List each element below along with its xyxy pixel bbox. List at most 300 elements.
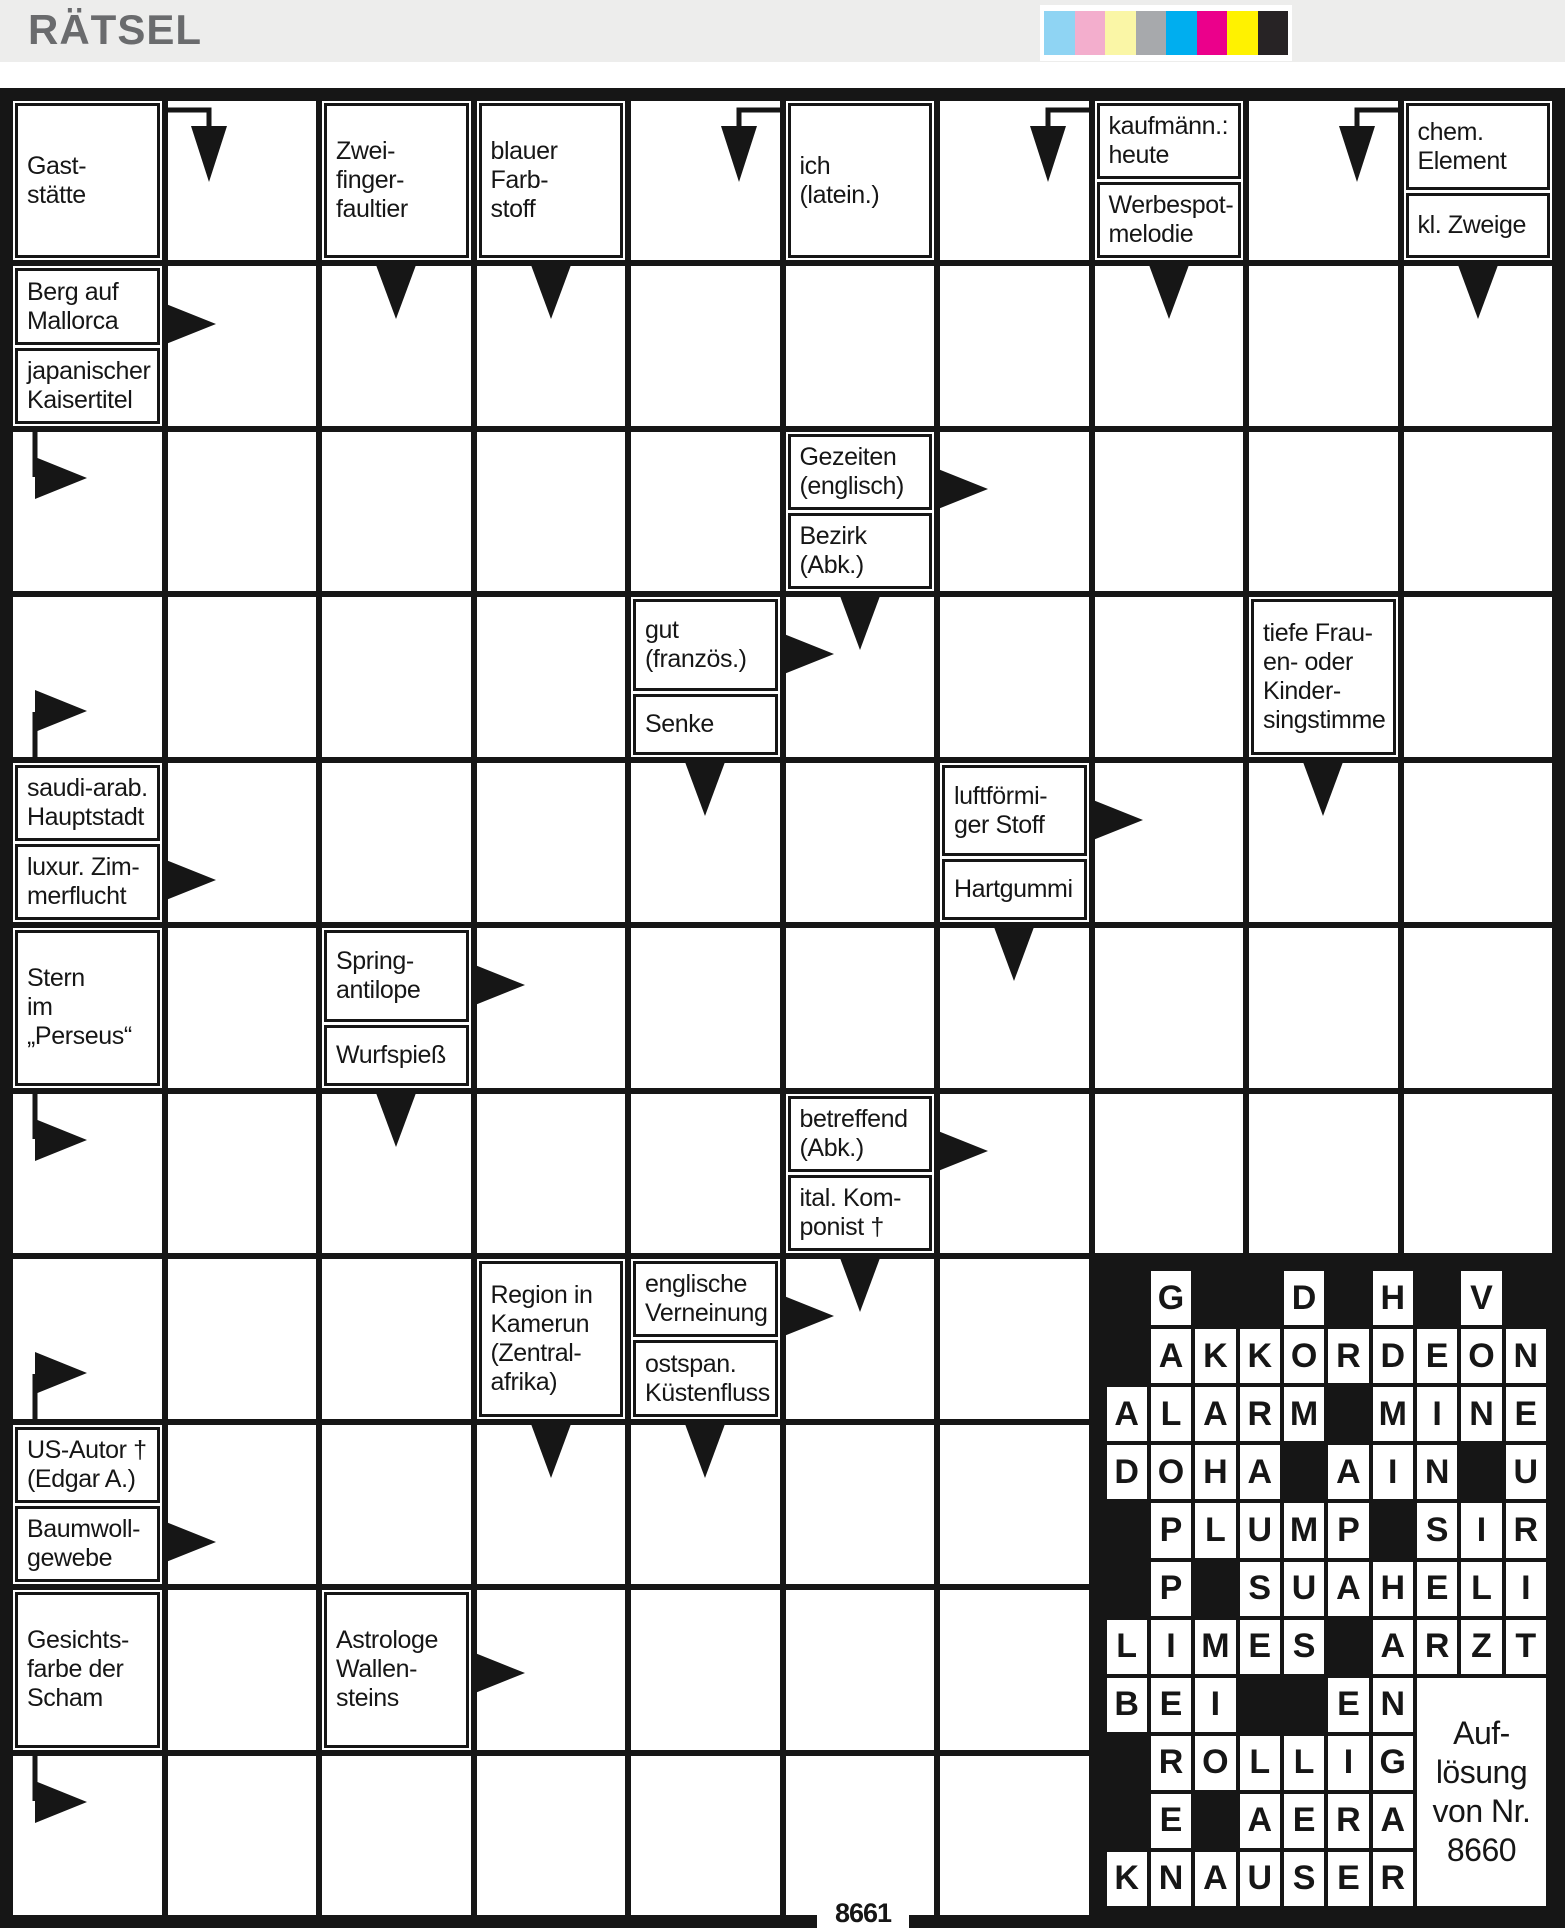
clue-cell-r0-c3 [474, 98, 629, 263]
clue-cell-r4-c0 [10, 760, 165, 925]
clue-text [633, 599, 778, 691]
clue-text [1406, 193, 1551, 258]
solution-letter-tile: H [1195, 1445, 1235, 1499]
clue-text [15, 348, 160, 424]
answer-cell-r6-c8[interactable] [1246, 1091, 1401, 1256]
arrow-right-flag-icon [21, 1755, 93, 1833]
clue-cell-r5-c2 [319, 925, 474, 1090]
clue-cell-r0-c9 [1401, 98, 1556, 263]
answer-cell-r10-c5[interactable] [783, 1753, 938, 1918]
puzzle-number: 8661 [817, 1898, 909, 1928]
answer-cell-r3-c0[interactable] [10, 594, 165, 759]
solution-black-tile [1506, 1271, 1546, 1325]
answer-cell-r5-c8[interactable] [1246, 925, 1401, 1090]
answer-cell-r6-c2[interactable] [319, 1091, 474, 1256]
clue-text [1097, 103, 1242, 179]
arrow-down-icon [838, 596, 882, 652]
clue-line: Astrologe [336, 1626, 439, 1655]
solution-letter-tile: P [1328, 1503, 1368, 1557]
clue-box [788, 1096, 933, 1251]
answer-cell-r10-c2[interactable] [319, 1753, 474, 1918]
clue-cell-r2-c5 [783, 429, 938, 594]
solution-black-tile [1107, 1562, 1147, 1616]
clue-line: blauer [490, 137, 558, 166]
answer-cell-r9-c3[interactable] [474, 1587, 629, 1752]
solution-black-tile [1107, 1329, 1147, 1383]
answer-cell-r8-c5[interactable] [783, 1422, 938, 1587]
solution-letter-tile: H [1373, 1271, 1413, 1325]
answer-cell-r6-c3[interactable] [474, 1091, 629, 1256]
clue-line: Wallen- [336, 1655, 418, 1684]
clue-box [324, 930, 469, 1085]
solution-letter-tile: U [1240, 1852, 1280, 1906]
answer-cell-r8-c3[interactable] [474, 1422, 629, 1587]
clue-box [788, 434, 933, 589]
answer-cell-r6-c1[interactable] [165, 1091, 320, 1256]
clue-line: antilope [336, 976, 421, 1005]
color-swatch-1 [1075, 11, 1106, 55]
arrow-down-icon [529, 265, 573, 321]
color-swatches [1044, 11, 1288, 55]
clue-line: chem. [1417, 117, 1484, 146]
clue-line: ich [799, 151, 831, 180]
clue-box [15, 1427, 160, 1582]
answer-cell-r9-c1[interactable] [165, 1587, 320, 1752]
answer-cell-r5-c6[interactable] [937, 925, 1092, 1090]
clue-line: Zwei- [336, 137, 396, 166]
clue-line: Berg auf [27, 277, 119, 306]
solution-letter-tile: O [1195, 1736, 1235, 1790]
answer-cell-r10-c1[interactable] [165, 1753, 320, 1918]
answer-cell-r5-c1[interactable] [165, 925, 320, 1090]
clue-box [1251, 599, 1396, 754]
answer-cell-r1-c8[interactable] [1246, 263, 1401, 428]
answer-cell-r2-c2[interactable] [319, 429, 474, 594]
answer-cell-r2-c8[interactable] [1246, 429, 1401, 594]
answer-cell-r8-c4[interactable] [628, 1422, 783, 1587]
solution-letter-tile: E [1240, 1620, 1280, 1674]
solution-letter-tile: S [1240, 1562, 1280, 1616]
answer-cell-r1-c6[interactable] [937, 263, 1092, 428]
clue-line: gewebe [27, 1543, 113, 1572]
clue-cell-r5-c0 [10, 925, 165, 1090]
answer-cell-r4-c4[interactable] [628, 760, 783, 925]
solution-letter-tile: O [1461, 1329, 1501, 1383]
clue-line: (Abk.) [799, 551, 864, 580]
clue-cell-r6-c5 [783, 1091, 938, 1256]
arrow-right-flag-icon [21, 680, 93, 758]
color-swatch-5 [1197, 11, 1228, 55]
clue-text [15, 268, 160, 344]
answer-cell-r2-c4[interactable] [628, 429, 783, 594]
answer-cell-r4-c7[interactable] [1092, 760, 1247, 925]
arrow-down-icon [992, 927, 1036, 983]
clue-line: ponist † [799, 1213, 884, 1242]
solution-letter-tile: L [1107, 1620, 1147, 1674]
clue-box [15, 268, 160, 423]
solution-letter-tile: V [1461, 1271, 1501, 1325]
solution-letter-tile: N [1506, 1329, 1546, 1383]
solution-letter-tile: A [1373, 1620, 1413, 1674]
arrow-right-icon [166, 1520, 218, 1564]
arrow-right-icon [475, 1651, 527, 1695]
solution-black-tile [1417, 1271, 1457, 1325]
arrow-right-icon [938, 1129, 990, 1173]
solution-letter-tile: I [1417, 1387, 1457, 1441]
answer-cell-r5-c4[interactable] [628, 925, 783, 1090]
solution-letter-tile: R [1417, 1620, 1457, 1674]
solution-letter-tile: E [1284, 1794, 1324, 1848]
clue-line: kl. Zweige [1417, 211, 1527, 240]
clue-text [1251, 599, 1396, 754]
solution-letter-tile: I [1461, 1503, 1501, 1557]
page-title: RÄTSEL [28, 6, 202, 53]
answer-cell-r6-c6[interactable] [937, 1091, 1092, 1256]
arrow-down-icon [838, 1258, 882, 1314]
arrow-down-icon [529, 1424, 573, 1480]
arrow-down-icon [1147, 265, 1191, 321]
clue-text [1097, 182, 1242, 258]
clue-cell-r9-c0 [10, 1587, 165, 1752]
solution-letter-tile: P [1151, 1503, 1191, 1557]
clue-line: afrika) [490, 1367, 558, 1396]
solution-letter-tile: I [1328, 1736, 1368, 1790]
solution-letter-tile: R [1328, 1794, 1368, 1848]
answer-cell-r4-c1[interactable] [165, 760, 320, 925]
crossword-grid [0, 88, 1565, 1928]
clue-line: steins [336, 1684, 399, 1713]
clue-line: saudi-arab. [27, 773, 148, 802]
answer-cell-r7-c0[interactable] [10, 1256, 165, 1421]
answer-cell-r9-c4[interactable] [628, 1587, 783, 1752]
clue-line: Baumwoll- [27, 1514, 141, 1543]
solution-black-tile [1107, 1736, 1147, 1790]
answer-cell-r0-c4[interactable] [628, 98, 783, 263]
solution-letter-tile: N [1417, 1445, 1457, 1499]
solution-letter-tile: A [1240, 1445, 1280, 1499]
solution-letter-tile: K [1195, 1329, 1235, 1383]
solution-letter-tile: S [1284, 1852, 1324, 1906]
clue-cell-r7-c3 [474, 1256, 629, 1421]
answer-cell-r8-c2[interactable] [319, 1422, 474, 1587]
clue-text [15, 844, 160, 920]
solution-black-tile [1328, 1620, 1368, 1674]
answer-cell-r10-c6[interactable] [937, 1753, 1092, 1918]
answer-cell-r5-c9[interactable] [1401, 925, 1556, 1090]
answer-cell-r4-c2[interactable] [319, 760, 474, 925]
clue-line: Gast- [27, 151, 87, 180]
clue-line: Wurfspieß [336, 1040, 446, 1069]
solution-letter-tile: A [1328, 1445, 1368, 1499]
solution-black-tile [1284, 1678, 1324, 1732]
solution-letter-tile: A [1151, 1329, 1191, 1383]
solution-letter-tile: E [1328, 1678, 1368, 1732]
clue-line: finger- [336, 166, 405, 195]
solution-letter-tile: M [1284, 1387, 1324, 1441]
arrow-down-bent-icon [701, 100, 781, 186]
solution-letter-tile: M [1373, 1387, 1413, 1441]
clue-line: Senke [645, 709, 714, 738]
answer-cell-r7-c1[interactable] [165, 1256, 320, 1421]
answer-cell-r6-c4[interactable] [628, 1091, 783, 1256]
solution-letter-tile: T [1506, 1620, 1546, 1674]
clue-text [15, 103, 160, 258]
clue-text [324, 1592, 469, 1747]
clue-line: luftförmi- [954, 781, 1048, 810]
answer-cell-r10-c3[interactable] [474, 1753, 629, 1918]
clue-line: Spring- [336, 947, 414, 976]
solution-letter-tile: S [1417, 1503, 1457, 1557]
solution-letter-tile: E [1506, 1387, 1546, 1441]
clue-line: Stern [27, 964, 85, 993]
solution-black-tile [1284, 1445, 1324, 1499]
clue-box [633, 599, 778, 754]
answer-cell-r4-c5[interactable] [783, 760, 938, 925]
clue-line: Küstenfluss [645, 1378, 770, 1407]
answer-cell-r9-c5[interactable] [783, 1587, 938, 1752]
clue-box [15, 930, 160, 1085]
clue-text [633, 1340, 778, 1416]
solution-letter-tile: A [1373, 1794, 1413, 1848]
arrow-down-bent-icon [167, 100, 247, 186]
color-swatch-7 [1258, 11, 1289, 55]
clue-line: merflucht [27, 882, 127, 911]
solution-letter-tile: D [1107, 1445, 1147, 1499]
clue-line: (latein.) [799, 180, 880, 209]
clue-line: Werbespot- [1108, 191, 1234, 220]
solution-black-tile [1107, 1271, 1147, 1325]
crossword-cells [10, 98, 1555, 1918]
solution-letter-tile: L [1195, 1503, 1235, 1557]
solution-grid [1092, 1256, 1556, 1918]
arrow-right-icon [475, 963, 527, 1007]
clue-line: (Zentral- [490, 1338, 582, 1367]
clue-line: Kamerun [490, 1309, 590, 1338]
clue-box [479, 1261, 624, 1416]
solution-letter-tile: D [1373, 1329, 1413, 1383]
solution-letter-tile: Z [1461, 1620, 1501, 1674]
arrow-right-flag-icon [21, 1342, 93, 1420]
answer-cell-r7-c6[interactable] [937, 1256, 1092, 1421]
clue-box [15, 765, 160, 920]
solution-black-tile [1373, 1503, 1413, 1557]
clue-cell-r3-c4 [628, 594, 783, 759]
solution-note-line: lösung [1435, 1753, 1528, 1790]
arrow-down-icon [374, 1093, 418, 1149]
arrow-down-icon [1301, 762, 1345, 818]
clue-text [15, 765, 160, 841]
clue-text [788, 1175, 933, 1251]
solution-note-line: von Nr. [1432, 1792, 1531, 1829]
clue-cell-r3-c8 [1246, 594, 1401, 759]
answer-cell-r3-c7[interactable] [1092, 594, 1247, 759]
solution-letter-tile: R [1151, 1736, 1191, 1790]
solution-letter-tile: G [1373, 1736, 1413, 1790]
solution-letter-tile: H [1373, 1562, 1413, 1616]
solution-letter-tile: O [1151, 1445, 1191, 1499]
answer-cell-r10-c0[interactable] [10, 1753, 165, 1918]
answer-cell-r3-c2[interactable] [319, 594, 474, 759]
arrow-down-icon [683, 762, 727, 818]
answer-cell-r7-c2[interactable] [319, 1256, 474, 1421]
answer-cell-r2-c9[interactable] [1401, 429, 1556, 594]
solution-letter-tile: E [1328, 1852, 1368, 1906]
clue-line: ostspan. [645, 1349, 737, 1378]
solution-letter-tile: E [1151, 1794, 1191, 1848]
answer-cell-r3-c3[interactable] [474, 594, 629, 759]
answer-cell-r3-c5[interactable] [783, 594, 938, 759]
clue-text [788, 103, 933, 258]
clue-text [788, 513, 933, 589]
solution-letter-tile: E [1151, 1678, 1191, 1732]
clue-line: Mallorca [27, 306, 119, 335]
solution-letter-tile: L [1151, 1387, 1191, 1441]
arrow-right-flag-icon [21, 431, 93, 509]
answer-cell-r1-c2[interactable] [319, 263, 474, 428]
clue-cell-r7-c4 [628, 1256, 783, 1421]
color-swatch-0 [1044, 11, 1075, 55]
solution-black-tile [1240, 1271, 1280, 1325]
solution-black-tile [1195, 1562, 1235, 1616]
answer-cell-r9-c6[interactable] [937, 1587, 1092, 1752]
solution-letter-tile: E [1417, 1329, 1457, 1383]
answer-cell-r5-c5[interactable] [783, 925, 938, 1090]
clue-line: Element [1417, 146, 1507, 175]
answer-cell-r2-c0[interactable] [10, 429, 165, 594]
answer-cell-r1-c7[interactable] [1092, 263, 1247, 428]
answer-cell-r4-c3[interactable] [474, 760, 629, 925]
clue-box [942, 765, 1087, 920]
clue-line: US-Autor † [27, 1435, 147, 1464]
clue-line: en- oder [1263, 648, 1353, 677]
clue-line: Bezirk [799, 522, 867, 551]
solution-letter-tile: A [1195, 1387, 1235, 1441]
answer-cell-r8-c1[interactable] [165, 1422, 320, 1587]
solution-letter-tile: M [1284, 1503, 1324, 1557]
clue-box [1406, 103, 1551, 258]
solution-letter-tile: O [1284, 1329, 1324, 1383]
answer-cell-r2-c7[interactable] [1092, 429, 1247, 594]
answer-cell-r2-c3[interactable] [474, 429, 629, 594]
arrow-right-icon [784, 1294, 836, 1338]
clue-line: farbe der [27, 1655, 124, 1684]
answer-cell-r1-c5[interactable] [783, 263, 938, 428]
solution-letter-tile: M [1195, 1620, 1235, 1674]
answer-cell-r1-c4[interactable] [628, 263, 783, 428]
solution-letter-tile: U [1240, 1503, 1280, 1557]
solution-note-line: 8660 [1446, 1831, 1517, 1868]
solution-letter-tile: D [1284, 1271, 1324, 1325]
solution-letter-tile: L [1461, 1562, 1501, 1616]
clue-text [479, 1261, 624, 1416]
answer-cell-r1-c9[interactable] [1401, 263, 1556, 428]
solution-black-tile [1328, 1271, 1368, 1325]
color-swatch-3 [1136, 11, 1167, 55]
clue-line: Kinder- [1263, 677, 1341, 706]
clue-text [324, 930, 469, 1022]
clue-line: Hartgummi [954, 875, 1073, 904]
answer-cell-r2-c1[interactable] [165, 429, 320, 594]
solution-letter-tile: R [1328, 1329, 1368, 1383]
clue-line: Region in [490, 1280, 593, 1309]
answer-cell-r4-c8[interactable] [1246, 760, 1401, 925]
solution-letter-tile: L [1240, 1736, 1280, 1790]
clue-text [942, 859, 1087, 920]
solution-note-line: Auf- [1453, 1714, 1510, 1751]
clue-text [15, 1592, 160, 1747]
solution-letter-tile: G [1151, 1271, 1191, 1325]
solution-letter-tile: U [1284, 1562, 1324, 1616]
clue-text [15, 1427, 160, 1503]
solution-letter-tile: U [1506, 1445, 1546, 1499]
clue-text [633, 694, 778, 755]
solution-letter-tile: R [1373, 1852, 1413, 1906]
clue-box [479, 103, 624, 258]
answer-cell-r1-c1[interactable] [165, 263, 320, 428]
clue-line: kaufmänn.: [1108, 112, 1229, 141]
solution-letter-tile: I [1151, 1620, 1191, 1674]
answer-cell-r2-c6[interactable] [937, 429, 1092, 594]
answer-cell-r5-c7[interactable] [1092, 925, 1247, 1090]
answer-cell-r4-c9[interactable] [1401, 760, 1556, 925]
clue-line: heute [1108, 141, 1170, 170]
print-color-bar [1040, 5, 1292, 61]
solution-black-tile [1107, 1503, 1147, 1557]
answer-cell-r7-c5[interactable] [783, 1256, 938, 1421]
answer-cell-r0-c8[interactable] [1246, 98, 1401, 263]
solution-letter-tile: R [1506, 1503, 1546, 1557]
answer-cell-r5-c3[interactable] [474, 925, 629, 1090]
solution-letter-tile: K [1107, 1852, 1147, 1906]
solution-note [1417, 1678, 1546, 1906]
clue-line: Gesichts- [27, 1626, 129, 1655]
answer-cell-r10-c4[interactable] [628, 1753, 783, 1918]
solution-black-tile [1328, 1387, 1368, 1441]
solution-letter-tile: I [1195, 1678, 1235, 1732]
clue-cell-r0-c5 [783, 98, 938, 263]
clue-line: tiefe Frau- [1263, 619, 1373, 648]
solution-letter-tile: A [1328, 1562, 1368, 1616]
clue-line: stätte [27, 180, 86, 209]
clue-text [1406, 103, 1551, 190]
clue-cell-r8-c0 [10, 1422, 165, 1587]
arrow-right-icon [166, 858, 218, 902]
answer-cell-r3-c6[interactable] [937, 594, 1092, 759]
answer-cell-r3-c9[interactable] [1401, 594, 1556, 759]
clue-text [942, 765, 1087, 857]
clue-line: Farb- [490, 166, 549, 195]
clue-line: Kaisertitel [27, 385, 133, 414]
answer-cell-r6-c9[interactable] [1401, 1091, 1556, 1256]
answer-cell-r8-c6[interactable] [937, 1422, 1092, 1587]
color-swatch-2 [1105, 11, 1136, 55]
answer-cell-r6-c7[interactable] [1092, 1091, 1247, 1256]
clue-line: ger Stoff [954, 810, 1045, 839]
answer-cell-r6-c0[interactable] [10, 1091, 165, 1256]
solution-letter-tile: N [1151, 1852, 1191, 1906]
clue-line: japanischer [27, 356, 151, 385]
arrow-right-icon [166, 302, 218, 346]
arrow-down-bent-icon [1319, 100, 1399, 186]
clue-text [15, 930, 160, 1085]
clue-cell-r0-c2 [319, 98, 474, 263]
answer-cell-r1-c3[interactable] [474, 263, 629, 428]
answer-cell-r0-c6[interactable] [937, 98, 1092, 263]
solution-letter-tile: S [1284, 1620, 1324, 1674]
answer-cell-r3-c1[interactable] [165, 594, 320, 759]
arrow-down-icon [683, 1424, 727, 1480]
answer-cell-r0-c1[interactable] [165, 98, 320, 263]
